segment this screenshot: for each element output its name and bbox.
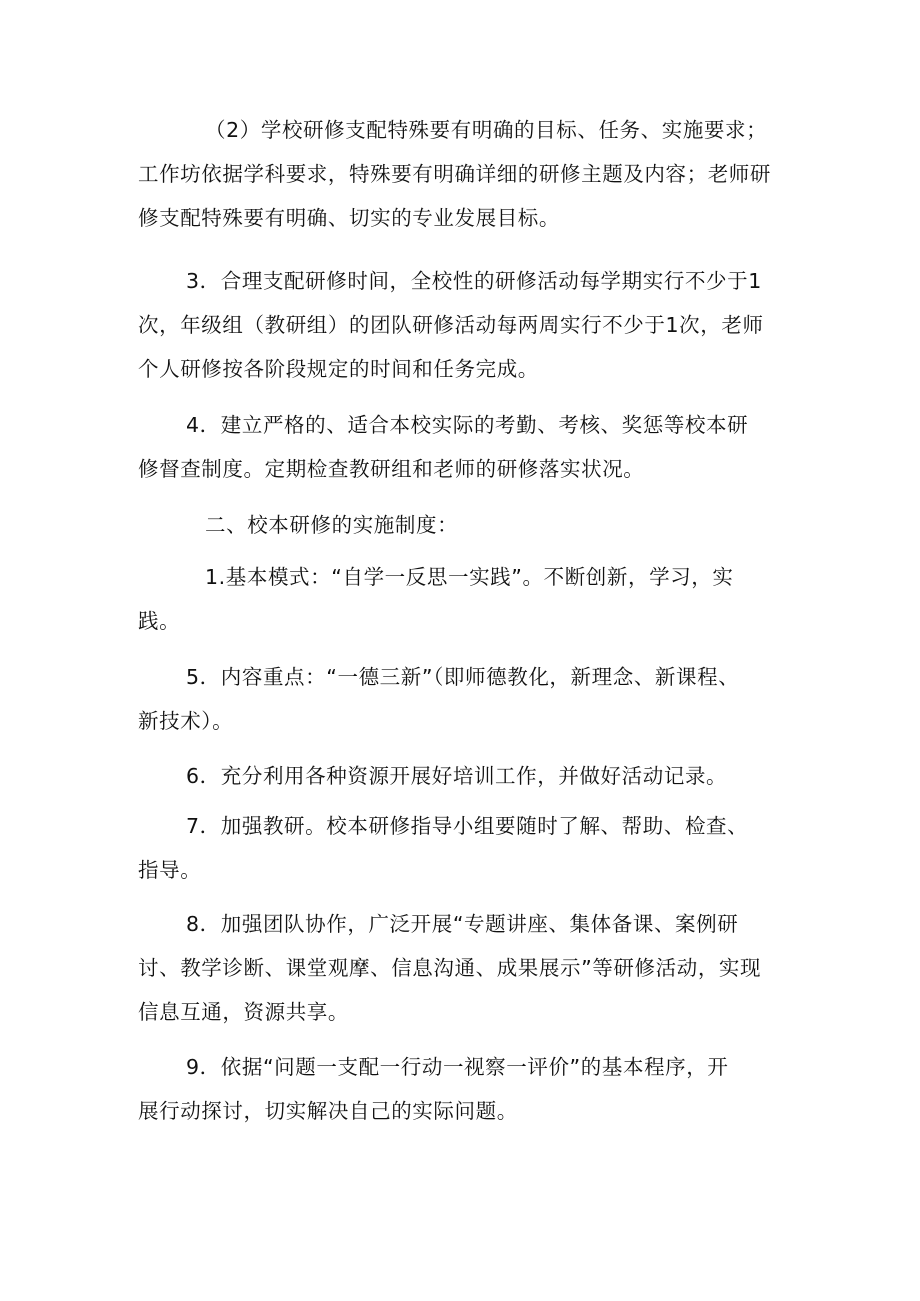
paragraph-action-research [138,1045,798,1133]
text-line: 指导。 [138,858,202,882]
paragraph-basic-mode [138,555,798,643]
text-line: （2）学校研修支配特殊要有明确的目标、任务、实施要求； [205,118,768,142]
text-line: 展行动探讨，切实解决自己的实际问题。 [138,1099,518,1123]
paragraph-resource-usage [138,754,798,798]
text-line: 4．建立严格的、适合本校实际的考勤、考核、奖惩等校本研 [186,413,749,437]
text-line: 新技术）。 [138,709,234,733]
text-line: 践。 [138,609,181,633]
text-line: 6．充分利用各种资源开展好培训工作，并做好活动记录。 [186,764,728,788]
paragraph-supervision-system [138,403,798,491]
paragraph-team-collaboration [138,902,798,1034]
text-line: 次，年级组（教研组）的团队研修活动每两周实行不少于1次，老师 [138,313,764,337]
text-line: 3．合理支配研修时间，全校性的研修活动每学期实行不少于1 [186,269,762,293]
text-line: 7．加强教研。校本研修指导小组要随时了解、帮助、检查、 [186,814,749,838]
text-line: 9．依据“问题一支配一行动一视察一评价”的基本程序，开 [186,1055,729,1079]
text-line: 工作坊依据学科要求，特殊要有明确详细的研修主题及内容；老师研 [138,162,771,186]
text-line: 修督查制度。定期检查教研组和老师的研修落实状况。 [138,457,645,481]
paragraph-school-plan-requirements [138,108,798,240]
paragraph-content-focus [138,655,798,743]
text-line: 5．内容重点：“一德三新”（即师德教化，新理念、新课程、 [186,665,740,689]
text-line: 修支配特殊要有明确、切实的专业发展目标。 [138,206,560,230]
text-line: 1.基本模式：“自学一反思一实践”。不断创新，学习，实 [205,565,734,589]
text-line: 信息互通，资源共享。 [138,1000,349,1024]
section-heading: 二、校本研修的实施制度： [205,513,459,537]
text-line: 讨、教学诊断、课堂观摩、信息沟通、成果展示”等研修活动，实现 [138,956,762,980]
section-heading-implementation-system [138,503,798,547]
paragraph-strengthen-research [138,804,798,892]
paragraph-training-time [138,259,798,391]
text-line: 个人研修按各阶段规定的时间和任务完成。 [138,357,539,381]
text-line: 8．加强团队协作，广泛开展“专题讲座、集体备课、案例研 [186,912,739,936]
